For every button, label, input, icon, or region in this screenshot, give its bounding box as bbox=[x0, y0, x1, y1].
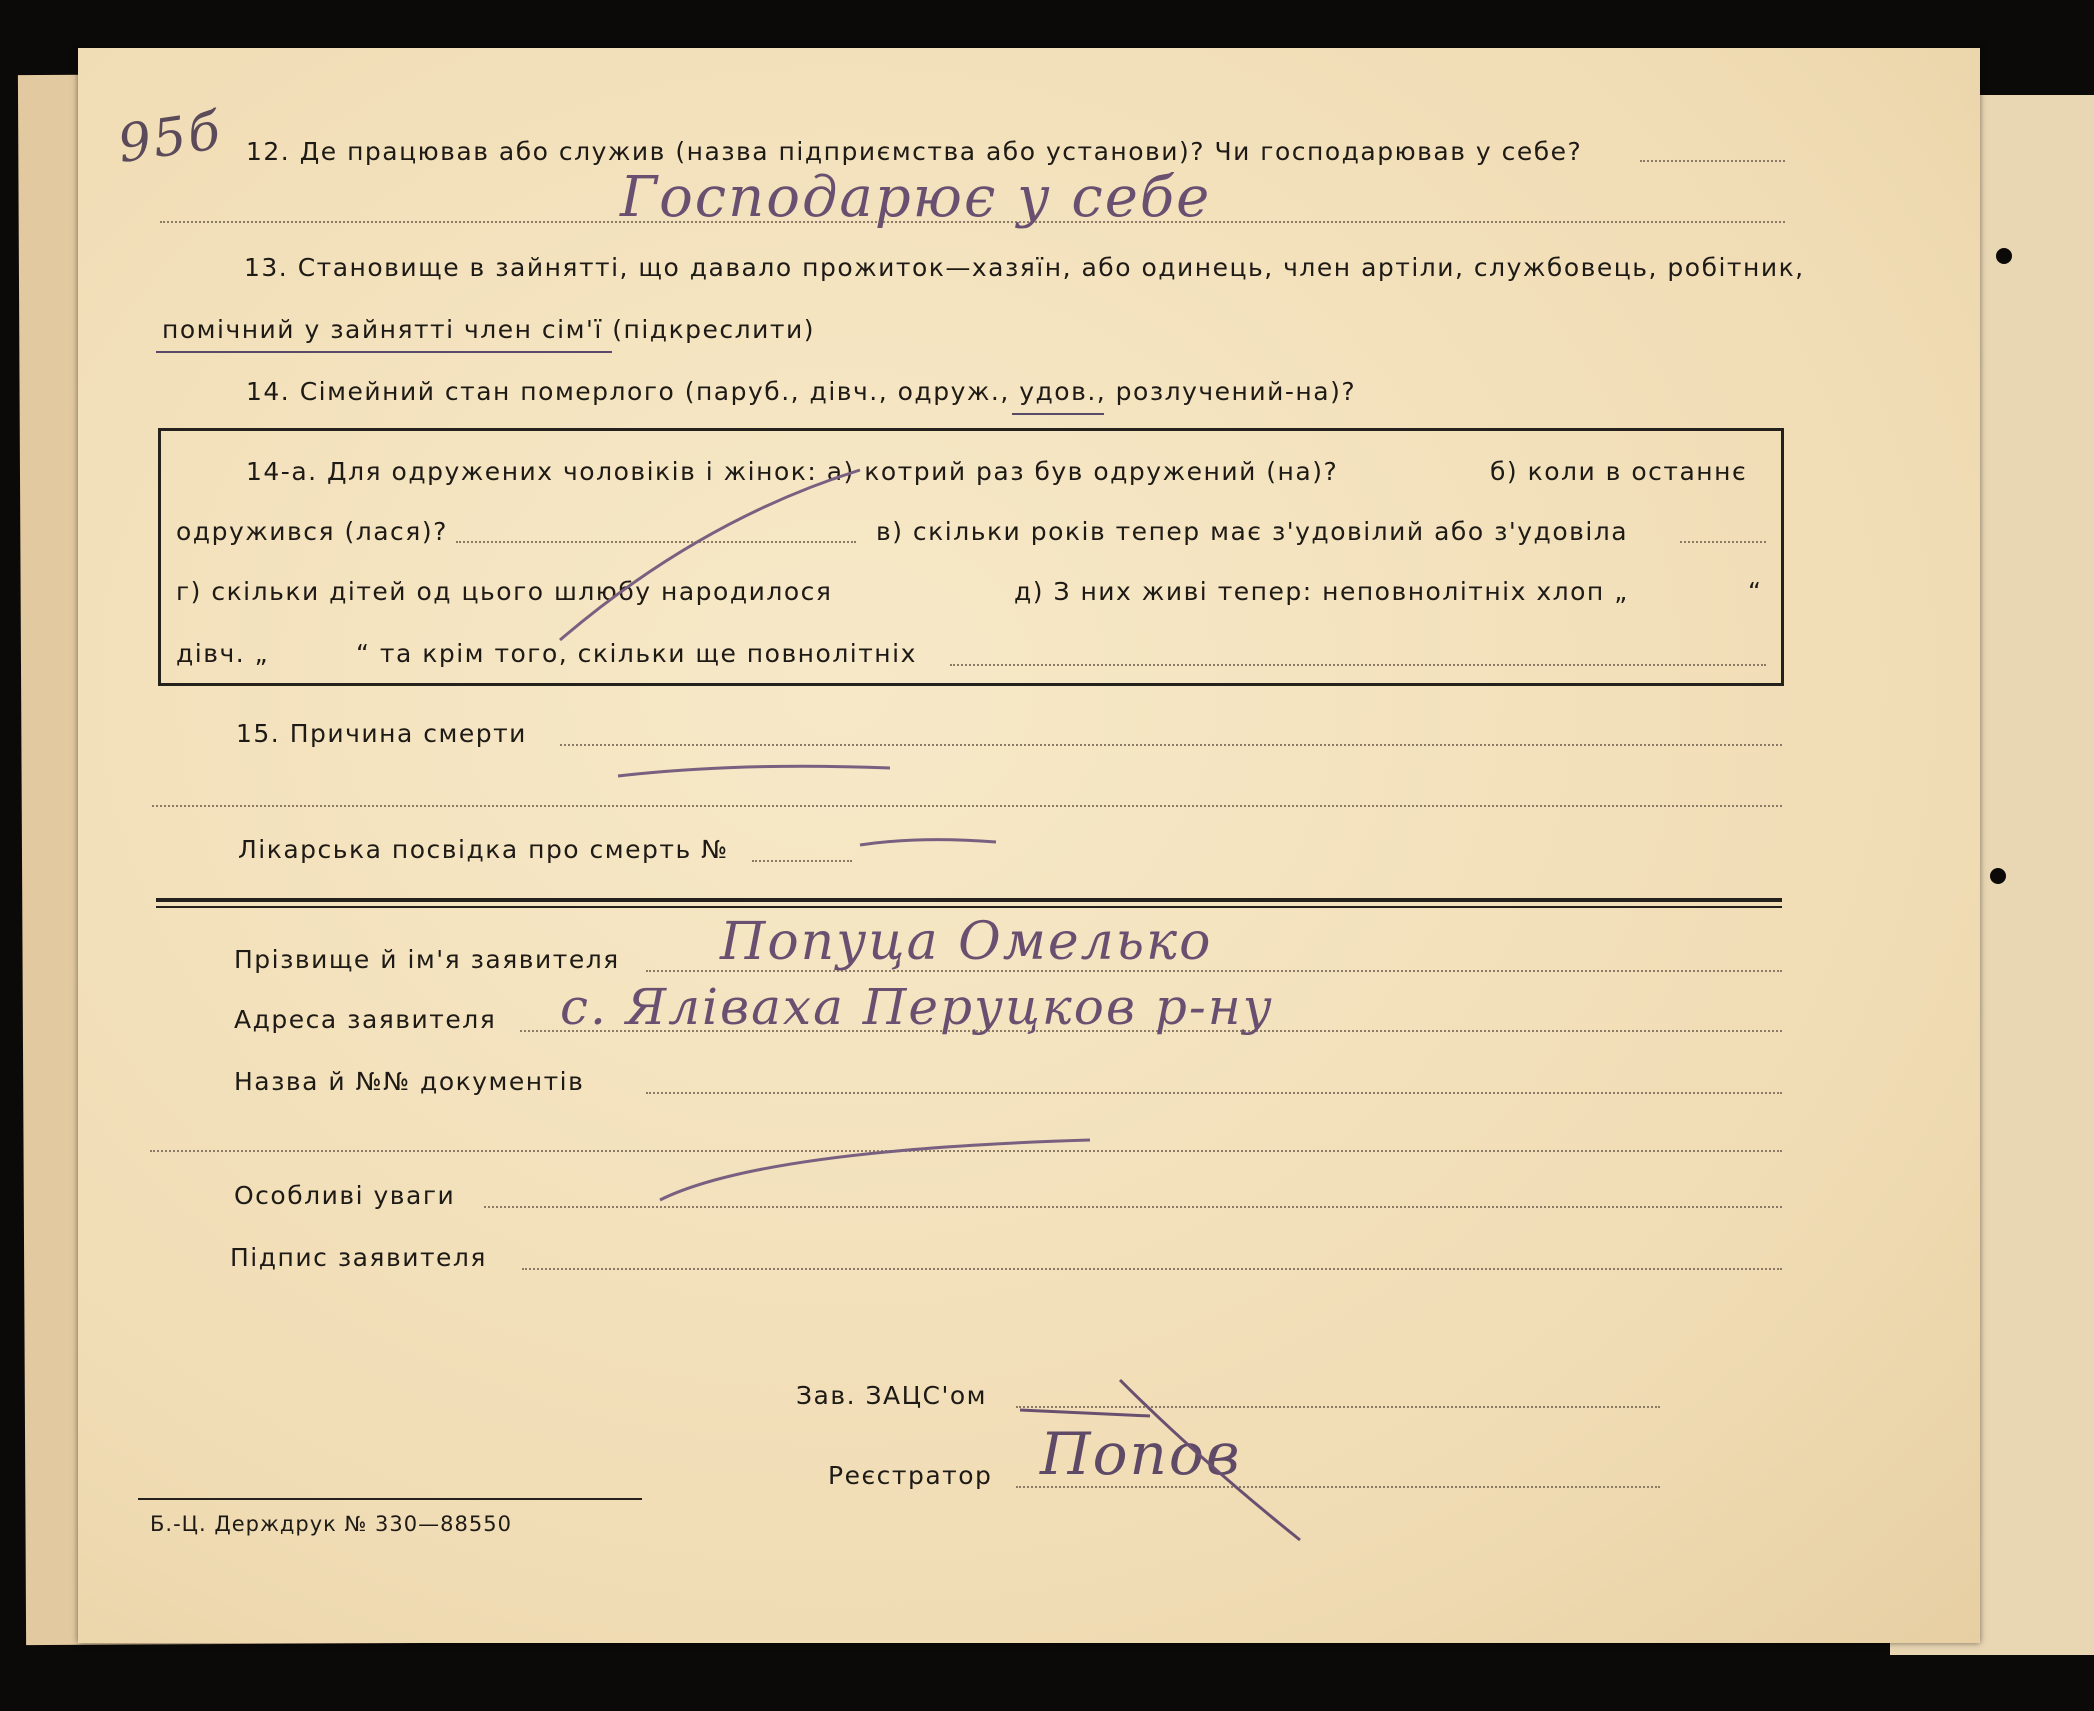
question-14a-line1: 14-а. Для одружених чоловіків і жінок: а) котрий раз був одружений (на)? bbox=[246, 457, 1339, 486]
q14a-dotted-line-2b bbox=[1680, 541, 1766, 543]
page-number: 95б bbox=[114, 101, 226, 175]
remarks-label: Особливі уваги bbox=[234, 1181, 456, 1210]
question-15: 15. Причина смерти bbox=[236, 719, 527, 748]
question-14a-line3: г) скільки дітей од цього шлюбу народилося bbox=[176, 577, 833, 606]
documents-line-a bbox=[646, 1092, 1782, 1094]
q12-dotted-line-a bbox=[1640, 160, 1785, 162]
section-divider-thin bbox=[156, 906, 1782, 908]
printer-rule bbox=[138, 1498, 642, 1500]
question-14a-line3-b: д) З них живі тепер: неповнолітніх хлоп „ bbox=[1014, 577, 1629, 606]
question-14a-line2: одружився (лася)? bbox=[176, 517, 448, 546]
q14-underline bbox=[1012, 413, 1104, 415]
medical-certificate-label: Лікарська посвідка про смерть № bbox=[238, 835, 729, 864]
question-14a-line4-b: “ та крім того, скільки ще повнолітніх bbox=[356, 639, 917, 668]
signature-label: Підпис заявителя bbox=[230, 1243, 487, 1272]
head-signature-line bbox=[1016, 1406, 1660, 1408]
applicant-name-label: Прізвище й ім'я заявителя bbox=[234, 945, 620, 974]
q13-underline bbox=[156, 351, 612, 353]
applicant-address: с. Яліваха Перуцков р-ну bbox=[560, 978, 1274, 1036]
question-13-continued: помічний у зайнятті член сім'ї (підкреслити) bbox=[162, 315, 815, 344]
question-14a-line4: дівч. „ bbox=[176, 639, 270, 668]
question-13: 13. Становище в зайнятті, що давало прожиток—хазяїн, або одинець, член артіли, службовець, робітник, bbox=[244, 253, 1805, 282]
head-label: Зав. ЗАЦС'ом bbox=[796, 1381, 987, 1410]
question-12: 12. Де працював або служив (назва підприємства або установи)? Чи господарював у себе? bbox=[246, 137, 1583, 166]
question-14a-line1-b: б) коли в останнє bbox=[1490, 457, 1748, 486]
applicant-address-label: Адреса заявителя bbox=[234, 1005, 497, 1034]
question-14: 14. Сімейний стан померлого (паруб., дівч., одруж., удов., розлучений-на)? bbox=[246, 377, 1357, 406]
question-14a-line3-c: “ bbox=[1748, 577, 1763, 606]
applicant-name: Попуца Омелько bbox=[720, 912, 1213, 972]
q15-dotted-line-b bbox=[152, 805, 1782, 807]
punch-hole bbox=[1990, 868, 2006, 884]
med-cert-dotted-line bbox=[752, 860, 852, 862]
signature-line bbox=[522, 1268, 1782, 1270]
printer-imprint: Б.-Ц. Держдрук № 330—88550 bbox=[150, 1512, 512, 1536]
remarks-line bbox=[484, 1206, 1782, 1208]
question-14a-line2-b: в) скільки років тепер має з'удовілий або з'удовіла bbox=[876, 517, 1629, 546]
documents-label: Назва й №№ документів bbox=[234, 1067, 585, 1096]
q14a-dotted-line-2 bbox=[456, 541, 856, 543]
section-divider bbox=[156, 898, 1782, 902]
q12-answer: Господарює у себе bbox=[620, 165, 1212, 230]
q15-dotted-line-a bbox=[560, 744, 1782, 746]
registrar-label: Реєстратор bbox=[828, 1461, 993, 1490]
punch-hole bbox=[1996, 248, 2012, 264]
q14a-dotted-line-4 bbox=[950, 664, 1766, 666]
documents-line-b bbox=[150, 1150, 1782, 1152]
registrar-signature: Попов bbox=[1040, 1420, 1242, 1488]
